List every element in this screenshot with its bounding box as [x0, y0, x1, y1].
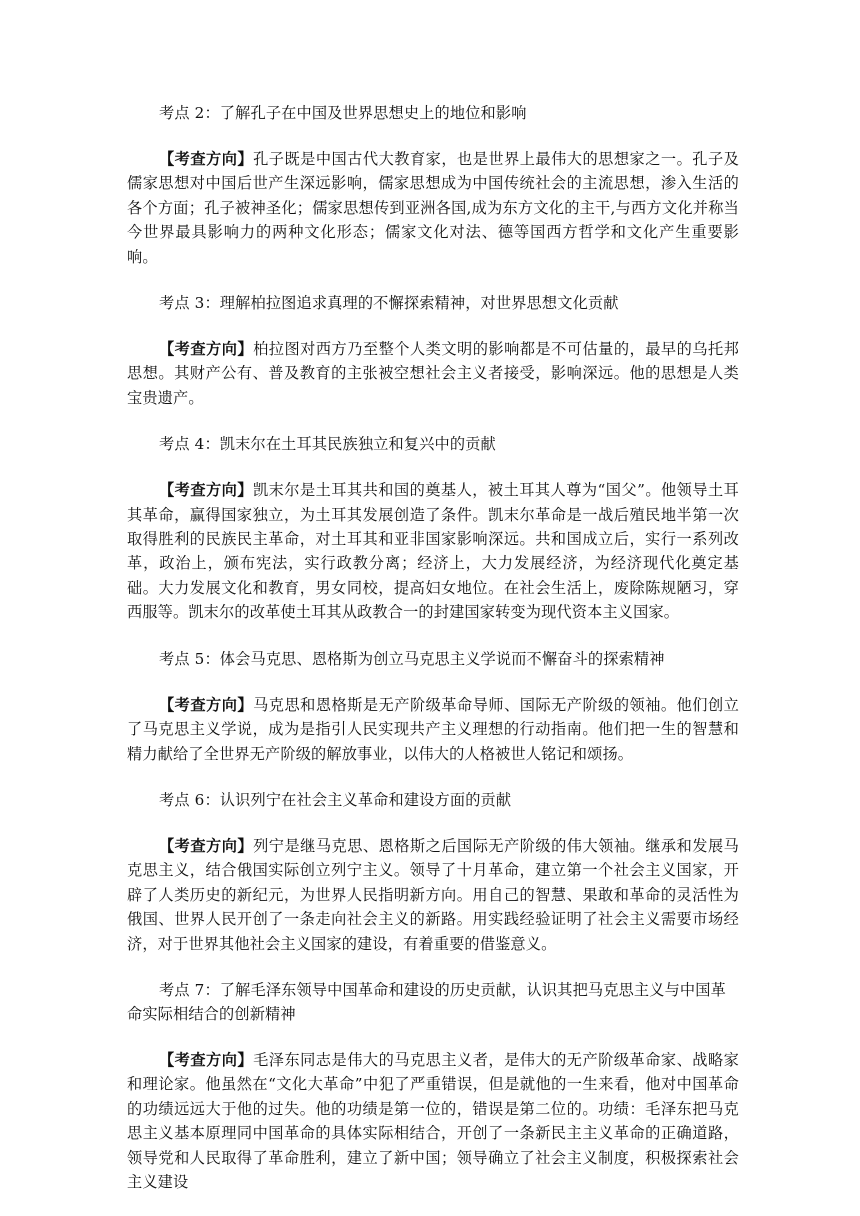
exam-direction-7 [127, 1048, 739, 1194]
exam-point-7: 考点 7：了解毛泽东领导中国革命和建设的历史贡献，认识其把马克思主义与中国革命实际相结合的创新精神 [127, 980, 726, 1023]
direction-text: 孔子既是中国古代大教育家，也是世界上最伟大的思想家之一。孔子及儒家思想对中国后世产生深远影响，儒家思想成为中国传统社会的主流思想，渗入生活的各个方面；孔子被神圣化；儒家思想传到亚洲各国,成为东方文化的主干,与西方文化并称当今世界最具影响力的两种文化形态；儒家文化对法、德等国西方哲学和文化产生重要影响。 [127, 150, 739, 266]
exam-point-6: 考点 6：认识列宁在社会主义革命和建设方面的贡献 [159, 790, 512, 809]
exam-point-4: 考点 4：凯末尔在土耳其民族独立和复兴中的贡献 [159, 435, 496, 454]
exam-direction-6 [127, 834, 739, 956]
direction-text: 毛泽东同志是伟大的马克思主义者，是伟大的无产阶级革命家、战略家和理论家。他虽然在“文化大革命”中犯了严重错误，但是就他的一生来看，他对中国革命的功绩远远大于他的过失。他的功绩是第一位的，错误是第二位的。功绩：毛泽东把马克思主义基本原理同中国革命的具体实际相结合，开创了一条新民主主义革命的正确道路，领导党和人民取得了革命胜利，建立了新中国；领导确立了社会主义制度，积极探索社会主义建设 [127, 1050, 739, 1191]
exam-direction-3 [127, 337, 739, 410]
direction-tag: 【考查方向】 [159, 481, 253, 500]
direction-tag: 【考查方向】 [159, 1050, 254, 1069]
document-body [127, 101, 739, 1194]
direction-text: 马克思和恩格斯是无产阶级革命导师、国际无产阶级的领袖。他们创立了马克思主义学说，成为是指引人民实现共产主义理想的行动指南。他们把一生的智慧和精力献给了全世界无产阶级的解放事业，以伟大的人格被世人铭记和颂扬。 [127, 695, 739, 763]
exam-point-3: 考点 3：理解柏拉图追求真理的不懈探索精神，对世界思想文化贡献 [159, 294, 619, 313]
direction-tag: 【考查方向】 [159, 695, 254, 714]
exam-direction-2 [127, 147, 739, 269]
direction-tag: 【考查方向】 [159, 150, 254, 168]
exam-point-2: 考点 2：了解孔子在中国及世界思想史上的地位和影响 [159, 104, 527, 122]
exam-point-5: 考点 5：体会马克思、恩格斯为创立马克思主义学说而不懈奋斗的探索精神 [159, 649, 665, 668]
direction-tag: 【考查方向】 [159, 836, 254, 855]
direction-tag: 【考查方向】 [159, 340, 254, 359]
direction-text: 列宁是继马克思、恩格斯之后国际无产阶级的伟大领袖。继承和发展马克思主义，结合俄国实际创立列宁主义。领导了十月革命，建立第一个社会主义国家，开辟了人类历史的新纪元，为世界人民指明新方向。用自己的智慧、果敢和革命的灵活性为俄国、世界人民开创了一条走向社会主义的新路。用实践经验证明了社会主义需要市场经济，对于世界其他社会主义国家的建设，有着重要的借鉴意义。 [127, 836, 739, 953]
direction-text: 凯末尔是土耳其共和国的奠基人，被土耳其人尊为“国父”。他领导土耳其革命，赢得国家独立，为土耳其发展创造了条件。凯末尔革命是一战后殖民地半第一次取得胜利的民族民主革命，对土耳其和亚非国家影响深远。共和国成立后，实行一系列改革，政治上，颁布宪法，实行政教分离；经济上，大力发展经济，为经济现代化奠定基础。大力发展文化和教育，男女同校，提高妇女地位。在社会生活上，废除陈规陋习，穿西服等。凯末尔的改革使土耳其从政教合一的封建国家转变为现代资本主义国家。 [127, 481, 739, 622]
exam-direction-4 [127, 478, 739, 624]
direction-text: 柏拉图对西方乃至整个人类文明的影响都是不可估量的，最早的乌托邦思想。其财产公有、普及教育的主张被空想社会主义者接受，影响深远。他的思想是人类宝贵遗产。 [127, 340, 739, 407]
exam-direction-5 [127, 693, 739, 766]
